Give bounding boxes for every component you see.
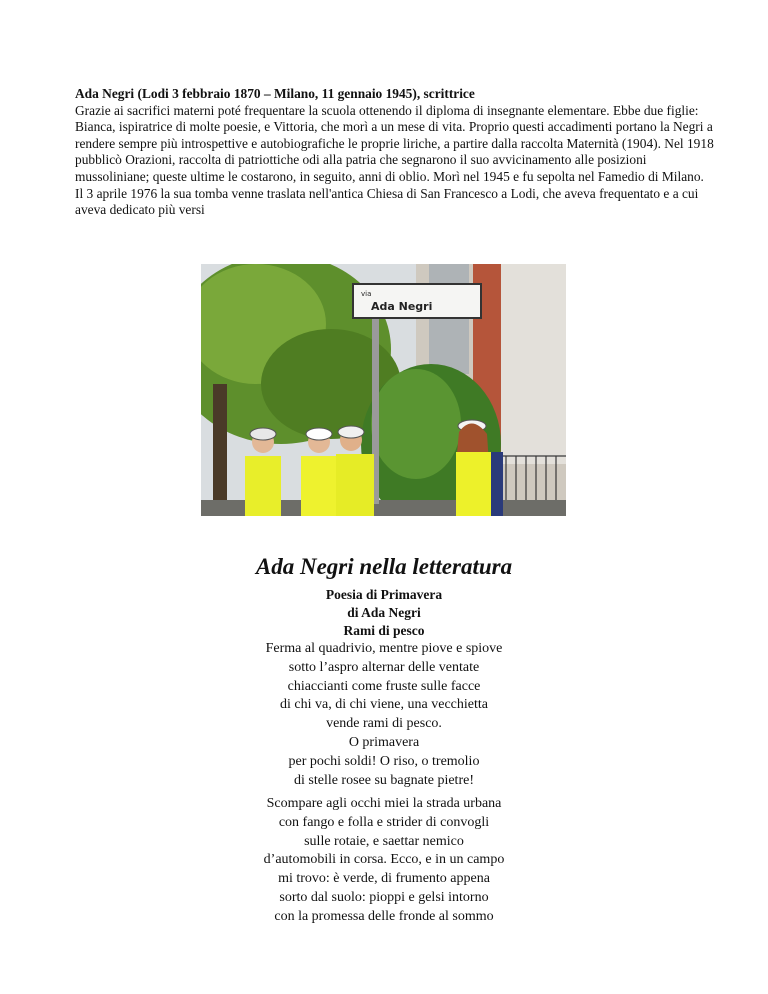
poem-line: per pochi soldi! O riso, o tremolio bbox=[288, 753, 480, 769]
poem-line: chiaccianti come fruste sulle facce bbox=[287, 678, 481, 694]
sign-name-text: Ada Negri bbox=[371, 300, 433, 313]
poem-line: con fango e folla e strider di convogli bbox=[278, 814, 490, 830]
poem-line: d’automobili in corsa. Ecco, e in un campo bbox=[263, 852, 505, 868]
biography-text: Grazie ai sacrifici materni poté frequentare la scuola ottenendo il diploma di insegnante elementare. Ebbe due figlie: Bianca, ispiratrice di molte poesie, e Vittoria, che morì a un mese di vita. Proprio questi accadimenti portano la Negri a rendere sempre più introspettive e autobiografiche le proprie liriche, a partire dalla raccolta Maternità (1904). Nel 1918 pubblicò Orazioni, raccolta di patriottiche odi alla patria che segnarono il suo avvicinamento alle posizioni mussoliniane; queste ultime le costarono, in seguito, anni di oblio. Morì nel 1945 e fu sepolta nel Famedio di Milano. Il 3 aprile 1976 la sua tomba venne traslata nell'antica Chiesa di San Francesco a Lodi, che aveva frequentato e a cui aveva dedicato più versi bbox=[75, 102, 714, 218]
biography-paragraph bbox=[75, 86, 715, 219]
poem-line: Scompare agli occhi miei la strada urbana bbox=[266, 796, 502, 811]
poem-title: Rami di pesco bbox=[343, 623, 425, 638]
poem-line: O primavera bbox=[348, 734, 420, 750]
poem-author: di Ada Negri bbox=[347, 605, 421, 620]
poem-line: sotto l’aspro alternar delle ventate bbox=[288, 659, 480, 675]
poem-line: sulle rotaie, e saettar nemico bbox=[304, 833, 464, 849]
poem-line: di stelle rosee su bagnate pietre! bbox=[294, 772, 474, 788]
biography-title: Ada Negri (Lodi 3 febbraio 1870 – Milano, 11 gennaio 1945), scrittrice bbox=[75, 86, 475, 101]
poem-stanza-1 bbox=[0, 640, 768, 790]
poem-stanza-2 bbox=[0, 795, 768, 927]
poem-line: sorto dal suolo: pioppi e gelsi intorno bbox=[279, 889, 489, 905]
poem-line: con la promessa delle fronde al sommo bbox=[274, 908, 494, 924]
poem-line: di chi va, di chi viene, una vecchietta bbox=[280, 697, 488, 713]
sign-via-text: via bbox=[361, 290, 372, 298]
poem-line: Ferma al quadrivio, mentre piove e spiove bbox=[265, 641, 503, 656]
poem-line: vende rami di pesco. bbox=[326, 716, 442, 732]
poem-header bbox=[0, 586, 768, 640]
poem-line: mi trovo: è verde, di frumento appena bbox=[278, 871, 490, 887]
section-heading: Ada Negri nella letteratura bbox=[255, 554, 513, 579]
poem-label: Poesia di Primavera bbox=[325, 587, 443, 602]
street-sign-photo bbox=[201, 264, 566, 516]
